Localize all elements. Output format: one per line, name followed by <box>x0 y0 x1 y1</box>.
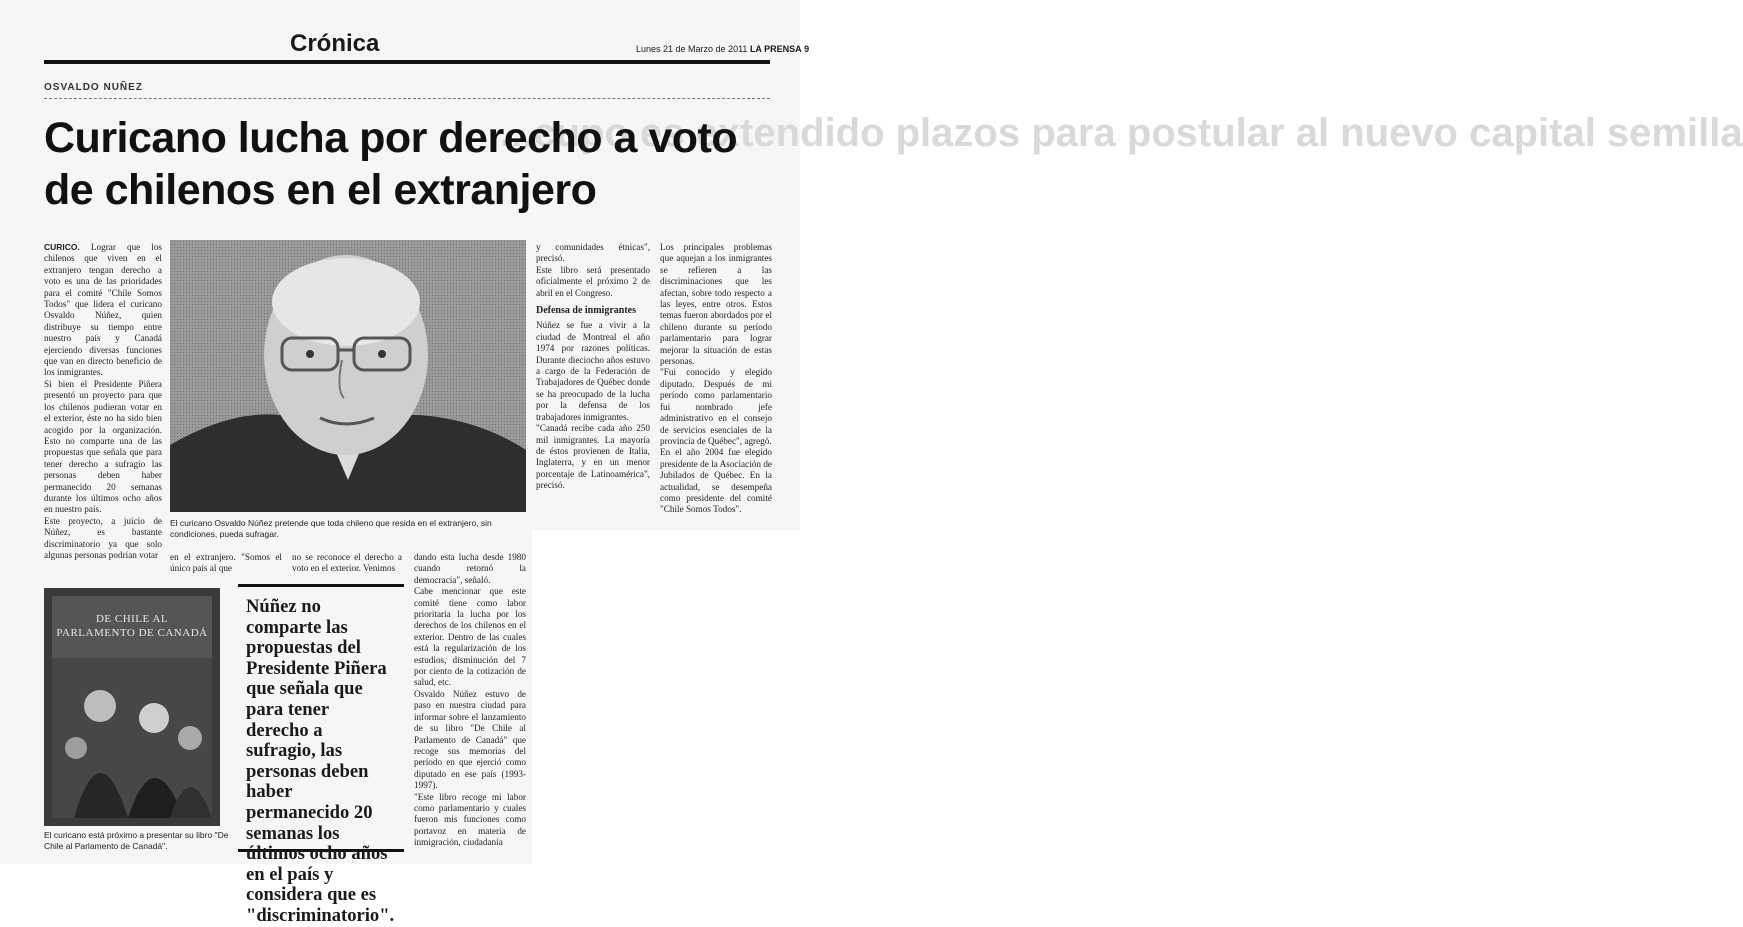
article-column-2a: en el extranjero. "Somos el único país al que <box>170 552 282 574</box>
paragraph: y comunidades étnicas", precisó. <box>536 242 650 264</box>
header-rule <box>44 60 770 64</box>
portrait-illustration <box>170 240 526 512</box>
paragraph: Este proyecto, a juicio de Núñez, es bastante discriminatorio ya que solo algunas personas podrían votar <box>44 515 162 560</box>
book-caption: El curicano está próximo a presentar su libro "De Chile al Parlamento de Canadá". <box>44 830 229 851</box>
paragraph: Los principales problemas que aquejan a los inmigrantes se refieren a las discriminaciones que les afectan, sobre todo respecto a las leyes, entre otros. Estos temas fueron abordados por el chileno durante su período parlamentario para lograr mejorar la situación de estas personas. <box>660 242 772 367</box>
paragraph: dando esta lucha desde 1980 cuando retornó la democracia", señaló. <box>414 552 526 585</box>
article-column-2b: no se reconoce el derecho a voto en el exterior. Venimos <box>292 552 402 574</box>
paragraph: CURICO. Lograr que los chilenos que viven en el extranjero tengan derecho a voto es una de las prioridades para el comité "Chile Somos Todos" que lidera el curicano Osvaldo Núñez, quien distribuye su tiempo entre nuestro país y Canadá ejerciendo diversas funciones que van en directo beneficio de los inmigrantes. <box>44 242 162 378</box>
paragraph: Si bien el Presidente Piñera presentó un proyecto para que los chilenos pudieran votar en el exterior, éste no ha sido bien acogido por la organización. Esto no comparte una de las propuestas que señala que para tener derecho a sufragio las personas deben haber permanecido 20 semanas durante los últimos ocho años en nuestro país. <box>44 378 162 515</box>
paragraph: Este libro será presentado oficialmente el próximo 2 de abril en el Congreso. <box>536 264 650 298</box>
article-column-5 <box>414 552 526 862</box>
portrait-photo <box>170 240 526 512</box>
bleed-through-text: ...cupo es extendido plazos para postular al nuevo capital semilla <box>500 111 1743 155</box>
paragraph: Osvaldo Núñez estuvo de paso en nuestra ciudad para informar sobre el lanzamiento de su libro "De Chile al Parlamento de Canadá" que recoge sus memorias del período en que ejerció como diputado en ese país (1993-1997). <box>414 688 526 791</box>
book-cover-photo <box>44 588 220 826</box>
byline: OSVALDO NUÑEZ <box>44 82 143 93</box>
paragraph: "Canadá recibe cada año 250 mil inmigrantes. La mayoría de éstos provienen de Italia, Inglaterra, y en un menor porcentaje de Latinoamérica", precisó. <box>536 423 650 491</box>
paragraph: "Este libro recoge mi labor como parlamentario y cuales fueron mis funciones como portavoz en materia de inmigración, ciudadanía <box>414 791 526 848</box>
paragraph: Cabe mencionar que este comité tiene como labor prioritaria la lucha por los derechos de los chilenos en el exterior. Dentro de las cuales está la regularización de los estudios, disminución del 7 por ciento de la cotización de salud, etc. <box>414 586 526 688</box>
subheading: Defensa de inmigrantes <box>536 305 636 317</box>
paragraph: En el año 2004 fue elegido presidente de la Asociación de Jubilados de Québec. En la actualidad, se desempeña como presidente del comité "Chile Somos Todos". <box>660 447 772 515</box>
dateline-lead: CURICO. <box>44 242 80 252</box>
byline-rule <box>44 98 770 99</box>
issue-date: Lunes 21 de Marzo de 2011 <box>636 44 748 54</box>
paragraph: Núñez se fue a vivir a la ciudad de Montreal el año 1974 por razones políticas. Durante dieciocho años estuvo a cargo de la Federación de Trabajadores de Québec donde se ha preocupado de la lucha por la defensa de los trabajadores inmigrantes. <box>536 320 650 422</box>
photo-caption: El curicano Osvaldo Núñez pretende que toda chileno que resida en el extranjero, sin condiciones, pueda sufragar. <box>170 518 492 539</box>
dateline <box>636 44 809 54</box>
article-column-4 <box>660 242 772 528</box>
page-number: 9 <box>804 44 810 54</box>
paragraph: "Fui conocido y elegido diputado. Después de mi período como parlamentario fui nombrado jefe administrativo en el consejo de servicios esenciales de la provincia de Québec", agregó. <box>660 367 772 446</box>
headline: Curicano lucha por derecho a voto de chilenos en el extranjero <box>44 114 738 214</box>
article-column-3 <box>536 242 650 528</box>
clipping-margin <box>532 530 800 864</box>
section-title: Crónica <box>290 30 380 57</box>
article-column-1 <box>44 242 162 578</box>
pull-quote: Núñez no comparte las propuestas del Presidente Piñera que señala que para tener derecho a sufragio, las personas deben haber permanecido 20 semanas los últimos ocho años en el país y considera que es "discriminatorio". <box>246 596 395 926</box>
book-title: DE CHILE AL PARLAMENTO DE CANADÁ <box>56 613 208 639</box>
publication-name: LA PRENSA <box>749 44 802 54</box>
pull-quote-box <box>238 584 404 926</box>
